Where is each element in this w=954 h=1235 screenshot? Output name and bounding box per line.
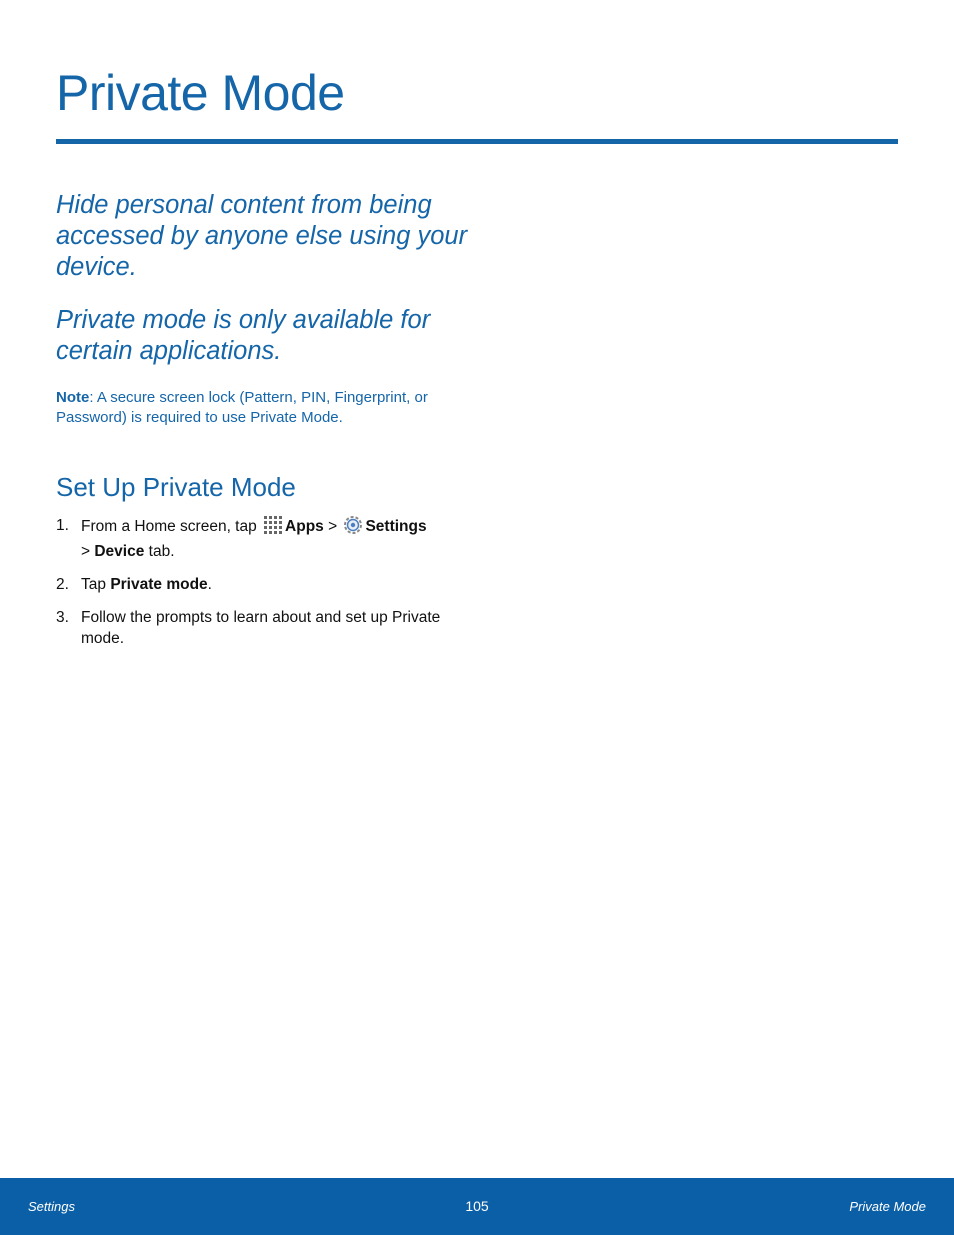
note-text: : A secure screen lock (Pattern, PIN, Fingerprint, or Password) is required to use Private Mode. <box>56 389 428 426</box>
step-1 <box>56 515 466 562</box>
step-3 <box>56 607 466 649</box>
step-number: 1. <box>56 517 69 534</box>
step-2-suffix: . <box>207 576 212 593</box>
step-1-sep1: > <box>323 518 342 535</box>
section-heading: Set Up Private Mode <box>56 472 296 502</box>
step-number: 3. <box>56 609 69 626</box>
footer-chapter: Settings <box>28 1199 75 1214</box>
note <box>56 388 456 428</box>
footer-page-number: 105 <box>465 1198 489 1214</box>
note-label: Note <box>56 389 90 406</box>
intro-paragraph: Hide personal content from being accessed by anyone else using your device. <box>56 191 468 281</box>
device-label: Device <box>94 543 145 560</box>
footer-section: Private Mode <box>849 1199 926 1214</box>
apps-label: Apps <box>285 518 324 535</box>
page-title: Private Mode <box>56 65 345 121</box>
intro-availability: Private mode is only available for certain applications. <box>56 306 431 365</box>
steps-list <box>56 515 466 661</box>
settings-gear-icon <box>343 515 363 541</box>
settings-label: Settings <box>365 518 427 535</box>
step-2 <box>56 574 466 595</box>
page-footer <box>0 1178 954 1235</box>
step-2-prefix: Tap <box>81 576 111 593</box>
step-number: 2. <box>56 576 69 593</box>
title-divider <box>56 139 898 144</box>
step-3-text: Follow the prompts to learn about and set up Private mode. <box>81 609 441 647</box>
apps-grid-icon <box>263 515 283 541</box>
private-mode-label: Private mode <box>110 576 208 593</box>
step-1-suffix: tab. <box>144 543 175 560</box>
step-1-prefix: From a Home screen, tap <box>81 518 262 535</box>
step-1-sep2: > <box>81 543 95 560</box>
